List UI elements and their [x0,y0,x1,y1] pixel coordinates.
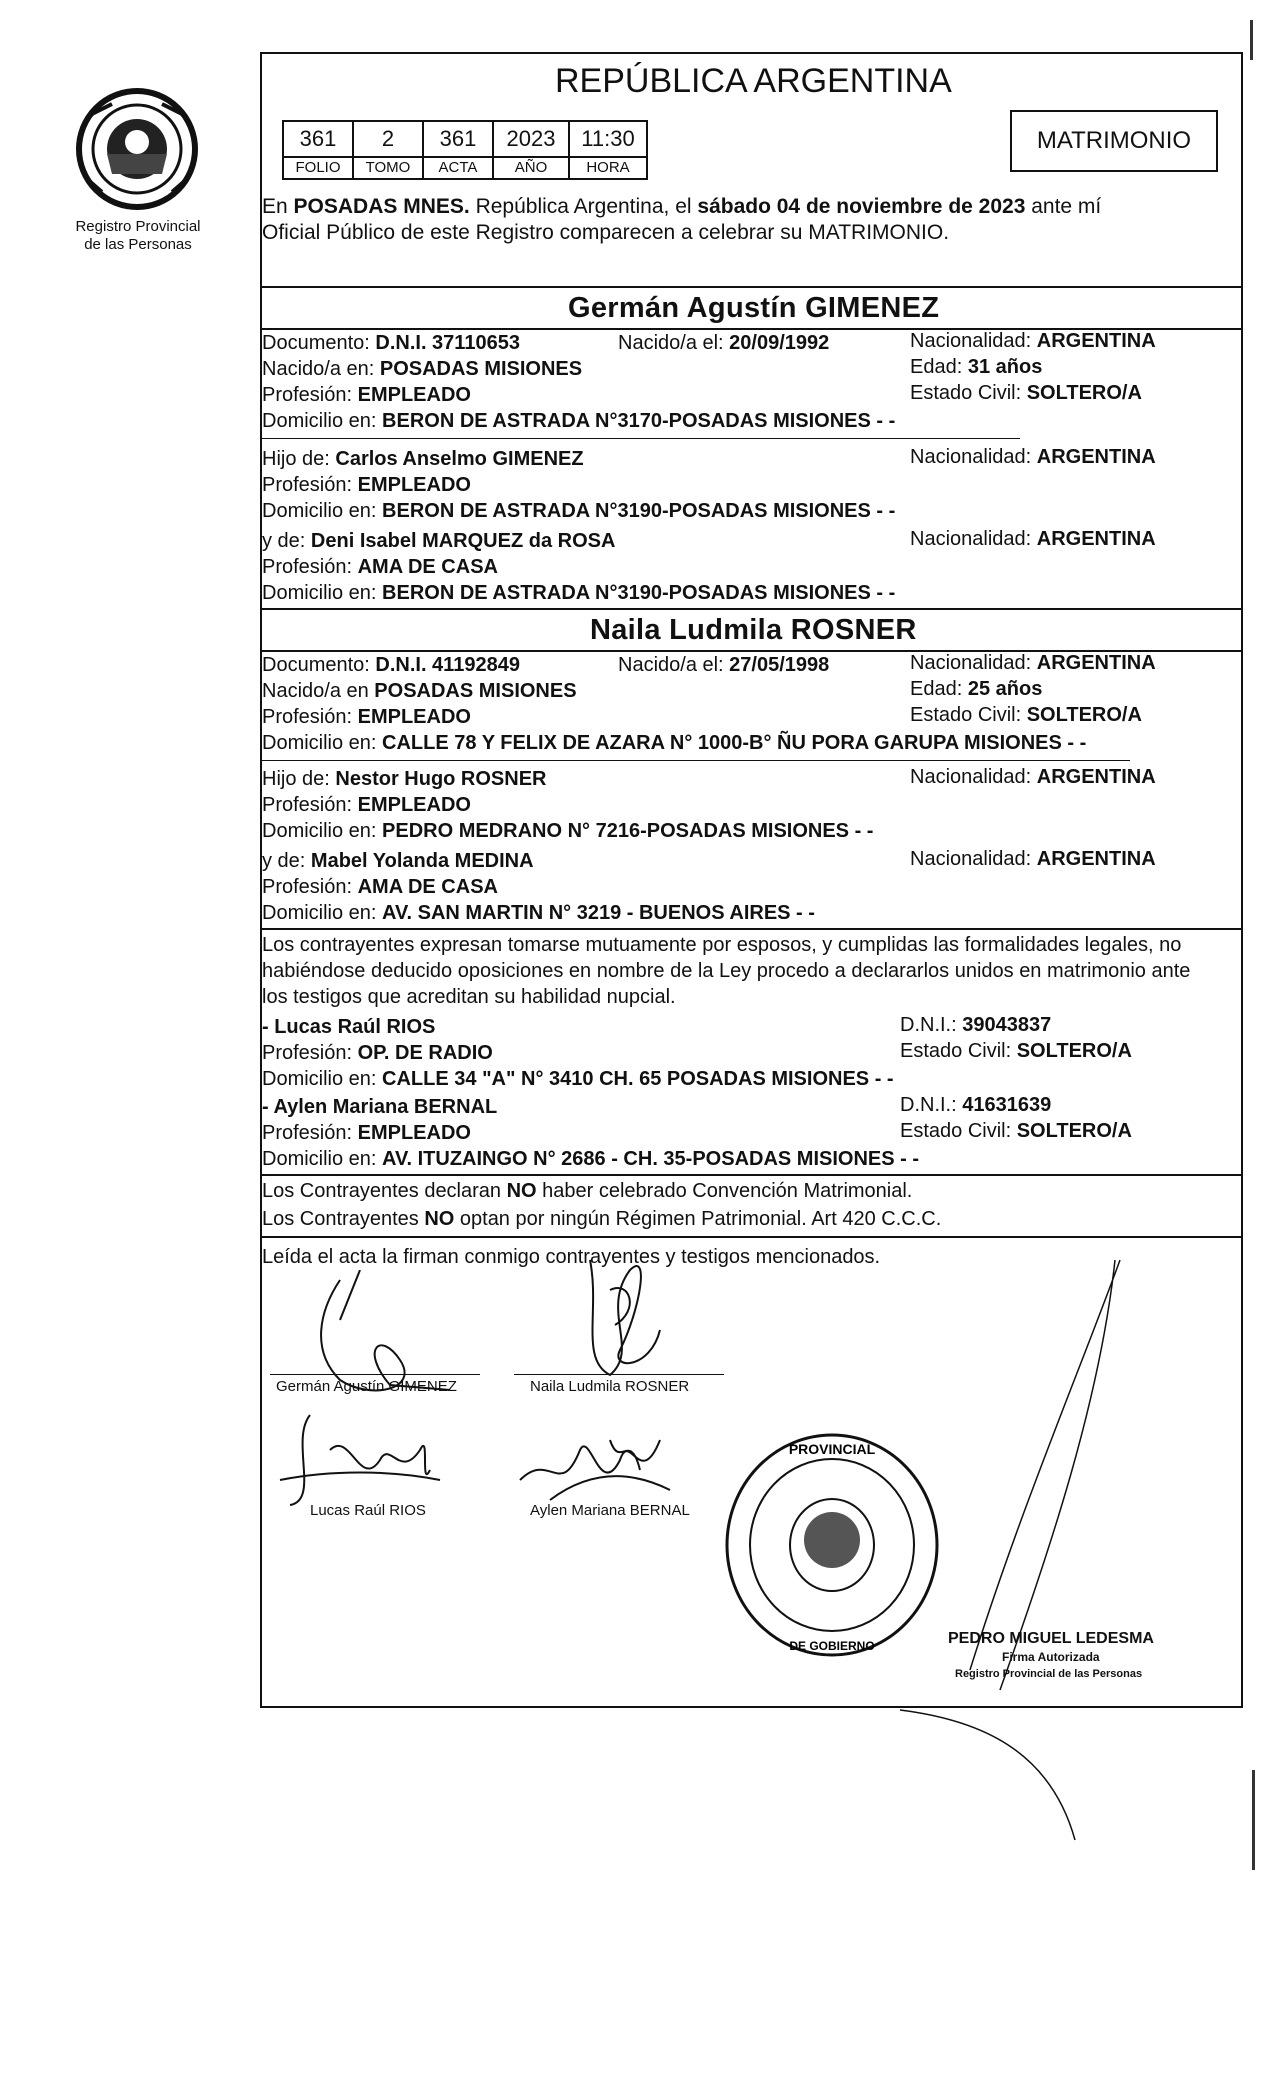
spouse2-mother-profession: Profesión: AMA DE CASA [262,876,498,898]
spouse2-father-profession: Profesión: EMPLEADO [262,794,471,816]
signature-rosner [560,1250,680,1380]
divider [260,1174,1243,1176]
record-cell-folio: 361 FOLIO [282,120,354,180]
record-cell-hora: 11:30 HORA [568,120,648,180]
officer-office: Registro Provincial de las Personas [955,1668,1143,1680]
spouse1-father-address: Domicilio en: BERON DE ASTRADA N°3190-POSADAS MISIONES - - [262,500,896,522]
witness2-profession: Profesión: EMPLEADO [262,1122,471,1144]
witness2-address: Domicilio en: AV. ITUZAINGO N° 2686 - CH. 35-POSADAS MISIONES - - [262,1148,920,1170]
spouse1-father: Hijo de: Carlos Anselmo GIMENEZ [262,448,584,470]
divider [260,928,1243,930]
spouse2-mother-nationality: Nacionalidad: ARGENTINA [910,848,1156,870]
svg-text:PROVINCIAL: PROVINCIAL [788,1441,876,1457]
witness2-name: - Aylen Mariana BERNAL [262,1096,498,1118]
closing-text: Leída el acta la firman conmigo contrayentes y testigos mencionados. [262,1246,881,1268]
logo-caption [48,218,228,254]
signature-line [514,1374,724,1375]
witness1-dni: D.N.I.: 39043837 [900,1014,1052,1036]
registry-logo [72,84,202,214]
intro-line-1: En POSADAS MNES. República Argentina, el sábado 04 de noviembre de 2023 ante mí [262,195,1102,218]
witness1-name: - Lucas Raúl RIOS [262,1016,436,1038]
scan-mark [1252,1770,1255,1870]
divider [260,608,1243,610]
spouse2-name: Naila Ludmila ROSNER [590,614,917,646]
spouse1-father-profession: Profesión: EMPLEADO [262,474,471,496]
spouse2-father-nationality: Nacionalidad: ARGENTINA [910,766,1156,788]
spouse2-mother: y de: Mabel Yolanda MEDINA [262,850,534,872]
declaration-line-3: los testigos que acreditan su habilidad nupcial. [262,986,676,1008]
spouse1-document: Documento: D.N.I. 37110653 [262,332,520,354]
spouse1-mother-profession: Profesión: AMA DE CASA [262,556,498,578]
spouse2-birthdate: Nacido/a el: 27/05/1998 [618,654,830,676]
divider [260,1236,1243,1238]
spouse2-civil-status: Estado Civil: SOLTERO/A [910,704,1142,726]
declaration-line-1: Los contrayentes expresan tomarse mutuamente por esposos, y cumplidas las formalidades legales, no [262,934,1182,956]
signature-line [270,1374,480,1375]
spouse1-birthplace: Nacido/a en: POSADAS MISIONES [262,358,583,380]
spouse2-father: Hijo de: Nestor Hugo ROSNER [262,768,547,790]
spouse1-mother: y de: Deni Isabel MARQUEZ da ROSA [262,530,616,552]
spouse1-age: Edad: 31 años [910,356,1043,378]
spouse1-mother-address: Domicilio en: BERON DE ASTRADA N°3190-POSADAS MISIONES - - [262,582,896,604]
spouse1-mother-nationality: Nacionalidad: ARGENTINA [910,528,1156,550]
record-cell-tomo: 2 TOMO [352,120,424,180]
act-type-box: MATRIMONIO [1010,110,1218,172]
witness1-address: Domicilio en: CALLE 34 "A" N° 3410 CH. 65 POSADAS MISIONES - - [262,1068,894,1090]
logo-caption-line2: de las Personas [84,236,192,253]
officer-role: Firma Autorizada [1002,1650,1100,1664]
officer-signature [900,1250,1200,1850]
signature-rios [270,1410,450,1510]
spouse2-document: Documento: D.N.I. 41192849 [262,654,520,676]
convention-line-2: Los Contrayentes NO optan por ningún Régimen Patrimonial. Art 420 C.C.C. [262,1208,942,1230]
declaration-line-2: habiéndose deducido oposiciones en nombre de la Ley procedo a declararlos unidos en matrimonio ante [262,960,1191,982]
witness1-civil-status: Estado Civil: SOLTERO/A [900,1040,1132,1062]
witness2-dni: D.N.I.: 41631639 [900,1094,1052,1116]
provincial-seal-icon [72,84,202,214]
spouse2-mother-address: Domicilio en: AV. SAN MARTIN N° 3219 - BUENOS AIRES - - [262,902,815,924]
spouse1-birthdate: Nacido/a el: 20/09/1992 [618,332,830,354]
divider [260,286,1243,288]
spouse1-civil-status: Estado Civil: SOLTERO/A [910,382,1142,404]
spouse1-address: Domicilio en: BERON DE ASTRADA N°3170-POSADAS MISIONES - - [262,410,896,432]
signature-caption-rios: Lucas Raúl RIOS [310,1502,426,1519]
spouse2-age: Edad: 25 años [910,678,1043,700]
spouse1-profession: Profesión: EMPLEADO [262,384,471,406]
logo-caption-line1: Registro Provincial [75,218,201,235]
signature-caption-rosner: Naila Ludmila ROSNER [530,1378,690,1395]
spouse1-father-nationality: Nacionalidad: ARGENTINA [910,446,1156,468]
divider [260,760,1130,761]
signature-bernal [510,1410,690,1510]
record-cell-acta: 361 ACTA [422,120,494,180]
spouse2-birthplace: Nacido/a en POSADAS MISIONES [262,680,577,702]
signature-caption-gimenez: Germán Agustín GIMENEZ [276,1378,457,1395]
record-cell-ano: 2023 AÑO [492,120,570,180]
country-title: REPÚBLICA ARGENTINA [555,62,952,100]
intro-line-2: Oficial Público de este Registro comparecen a celebrar su MATRIMONIO. [262,221,950,244]
signature-caption-bernal: Aylen Mariana BERNAL [530,1502,690,1519]
svg-text:DE GOBIERNO: DE GOBIERNO [789,1639,875,1653]
spouse2-address: Domicilio en: CALLE 78 Y FELIX DE AZARA N° 1000-B° ÑU PORA GARUPA MISIONES - - [262,732,1087,754]
spouse2-father-address: Domicilio en: PEDRO MEDRANO N° 7216-POSADAS MISIONES - - [262,820,874,842]
spouse2-nationality: Nacionalidad: ARGENTINA [910,652,1156,674]
spouse2-profession: Profesión: EMPLEADO [262,706,471,728]
spouse1-name: Germán Agustín GIMENEZ [568,292,940,324]
scan-mark [1250,20,1253,60]
spouse1-nationality: Nacionalidad: ARGENTINA [910,330,1156,352]
convention-line-1: Los Contrayentes declaran NO haber celebrado Convención Matrimonial. [262,1180,913,1202]
officer-name: PEDRO MIGUEL LEDESMA [948,1630,1154,1647]
witness2-civil-status: Estado Civil: SOLTERO/A [900,1120,1132,1142]
witness1-profession: Profesión: OP. DE RADIO [262,1042,493,1064]
divider [260,438,1020,439]
